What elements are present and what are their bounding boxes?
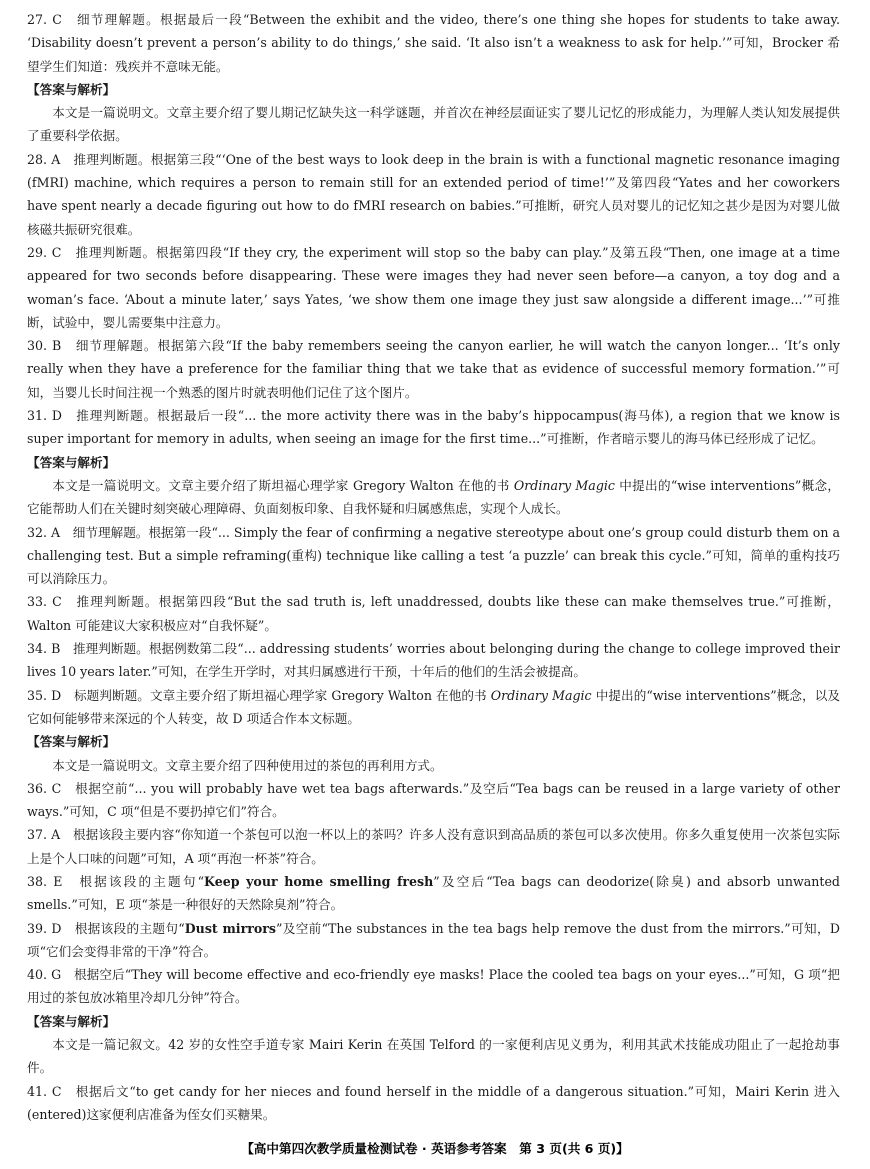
answer-33: 33. C 推理判断题。根据第四段“But the sad truth is, left unaddressed, doubts like these can make themselves true.”可推断，Walton 可能建议大家积极应对“自我怀疑”。: [27, 594, 840, 633]
answer-27: 27. C 细节理解题。根据最后一段“Between the exhibit and the video, there’s one thing she hopes for students to take away. ‘Disability doesn’t prevent a person’s ability to do things,’ she said. ‘It also isn’t a weakness to ask for help.’”可知，Brocker 希望学生们知道：残疾并不意味无能。: [27, 12, 840, 74]
topic-sentence: Keep your home smelling fresh: [204, 873, 434, 889]
answer-38: [27, 870, 840, 917]
summary-text: 本文是一篇说明文。文章主要介绍了斯坦福心理学家 Gregory Walton 在他的书: [52, 477, 514, 493]
section-header: 【答案与解析】: [27, 1013, 116, 1029]
answer-text: ”及空后“Tea bags can deodorize(除臭) and absorb unwanted smells.”可知，E 项“茶是一种很好的天然除臭剂”符合。: [27, 873, 840, 913]
answer-text: ”及空前“The substances in the tea bags help remove the dust from the mirrors.”可知，D 项“它们会变得非常的干净”符合。: [27, 920, 840, 959]
book-title: Ordinary Magic: [490, 687, 592, 703]
section-header: 【答案与解析】: [27, 454, 116, 470]
answer-36: 36. C 根据空前“... you will probably have wet tea bags afterwards.”及空后“Tea bags can be reused in a large variety of other ways.”可知，C 项“但是不要扔掉它们”符合。: [27, 780, 840, 820]
answer-30: 30. B 细节理解题。根据第六段“If the baby remembers seeing the canyon earlier, he will watch the canyon longer... ‘It’s only really when they have a preference for the familiar thing that we take that as evidence of successful memory formation.’”可知，当婴儿长时间注视一个熟悉的图片时就表明他们记住了这个图片。: [27, 338, 840, 400]
answer-text: 39. D 根据该段的主题句“: [27, 920, 185, 936]
answer-text: 35. D 标题判断题。文章主要介绍了斯坦福心理学家 Gregory Walton 在他的书: [27, 687, 491, 703]
answer-35: [27, 684, 840, 731]
answer-34: 34. B 推理判断题。根据例数第二段“... addressing students’ worries about belonging during the change to college improved their lives 10 years later.”可知，在学生开学时，对其归属感进行干预，十年后的他们的生活会被提高。: [27, 641, 840, 680]
section-header: 【答案与解析】: [27, 734, 116, 750]
answer-41: 41. C 根据后文“to get candy for her nieces and found herself in the middle of a dangerous situation.”可知，Mairi Kerin 进入(entered)这家便利店准备为侄女们买糖果。: [27, 1083, 840, 1122]
summary-text: 中提出的“wise interventions”概念，它能帮助人们在关键时刻突破心理障碍、负面刻板印象、自我怀疑和归属感焦虑，实现个人成长。: [27, 477, 841, 517]
page-footer: 【高中第四次教学质量检测试卷 · 英语参考答案 第 3 页(共 6 页)】: [241, 1141, 629, 1156]
section-header: 【答案与解析】: [27, 81, 116, 97]
book-title: Ordinary Magic: [513, 477, 615, 493]
answer-29: 29. C 推理判断题。根据第四段“If they cry, the experiment will stop so the baby can play.”及第五段“Then, one image at a time appeared for two seconds before disappearing. These were images they had never seen before—a canyon, a toy dog and a woman’s face. ‘About a minute later,’ says Yates, ‘we show them one image they just saw alongside a different image...’”可推断，试验中，婴儿需要集中注意力。: [27, 244, 840, 330]
answer-32: 32. A 细节理解题。根据第一段“... Simply the fear of confirming a negative stereotype about one’s group could disturb them on a challenging test. But a simple reframing(重构) technique like calling a test ‘a puzzle’ can break this cycle.”可知，简单的重构技巧可以消除压力。: [27, 524, 840, 587]
answer-28: 28. A 推理判断题。根据第三段“‘One of the best ways to look deep in the brain is with a functional magnetic resonance imaging (fMRI) machine, which requires a person to remain still for an extended period of time!’”及第四段“Yates and her coworkers have spent nearly a decade figuring out how to do fMRI research on babies.”可推断，研究人员对婴儿的记忆知之甚少是因为对婴儿做核磁共振研究很难。: [27, 151, 840, 237]
passage-summary: [27, 474, 840, 521]
answer-text: 38. E 根据该段的主题句“: [27, 873, 205, 889]
topic-sentence: Dust mirrors: [184, 920, 276, 936]
answer-40: 40. G 根据空后“They will become effective and eco-friendly eye masks! Place the cooled tea bags on your eyes...”可知，G 项“把用过的茶包放冰箱里冷却几分钟”符合。: [27, 967, 840, 1006]
answer-31: 31. D 推理判断题。根据最后一段“... the more activity there was in the baby’s hippocampus(海马体), a region that we know is super important for memory in adults, when seeing an image for the first time...”可推断，作者暗示婴儿的海马体已经形成了记忆。: [27, 408, 840, 447]
answer-37: 37. A 根据该段主要内容“你知道一个茶包可以泡一杯以上的茶吗？许多人没有意识到高品质的茶包可以多次使用。你多久重复使用一次茶包实际上是个人口味的问题”可知，A 项“再泡一杯茶”符合。: [27, 827, 840, 866]
passage-summary: 本文是一篇说明文。文章主要介绍了四种使用过的茶包的再利用方式。: [52, 757, 443, 773]
passage-summary: 本文是一篇说明文。文章主要介绍了婴儿期记忆缺失这一科学谜题，并首次在神经层面证实了婴儿记忆的形成能力，为理解人类认知发展提供了重要科学依据。: [27, 105, 840, 144]
answer-text: 中提出的“wise interventions”概念，以及它如何能够带来深远的个人转变，故 D 项适合作本文标题。: [27, 687, 841, 726]
passage-summary: 本文是一篇记叙文。42 岁的女性空手道专家 Mairi Kerin 在英国 Telford 的一家便利店见义勇为，利用其武术技能成功阻止了一起抢劫事件。: [27, 1037, 840, 1076]
answer-39: [27, 917, 840, 964]
